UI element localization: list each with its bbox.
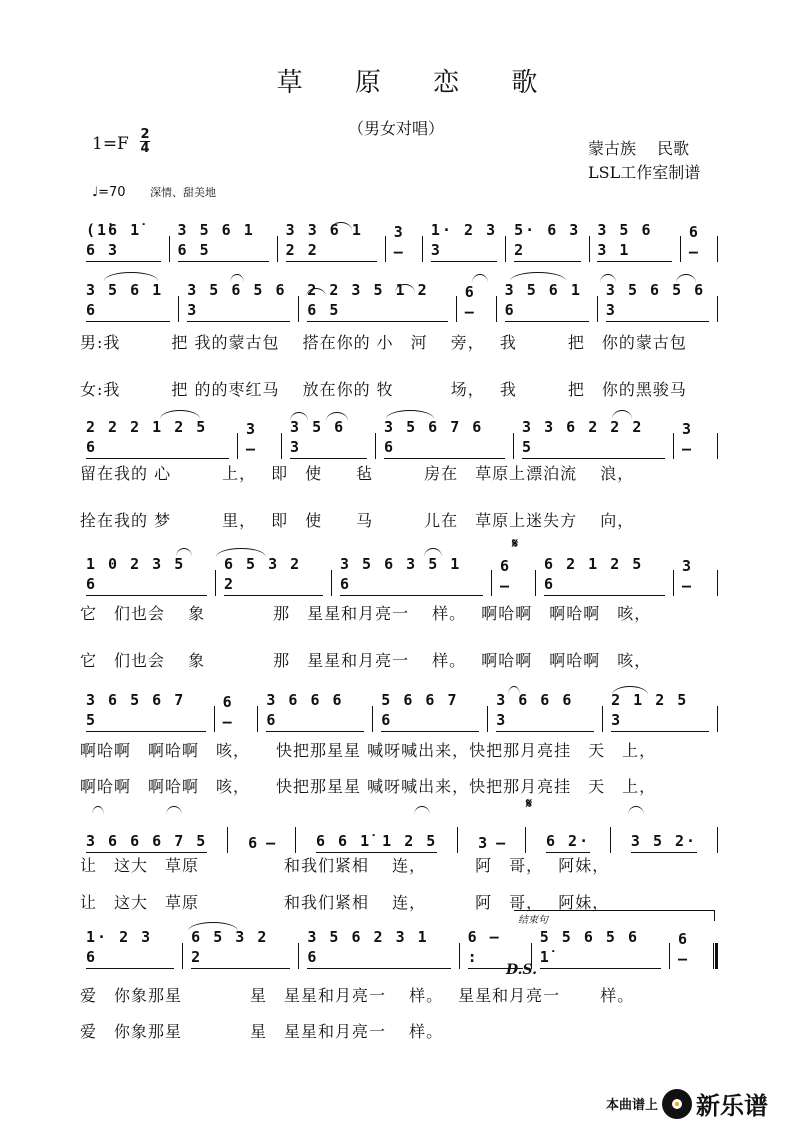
- barline: [331, 570, 332, 596]
- barline: [298, 943, 299, 969]
- page-title: 草 原 恋 歌: [276, 68, 560, 98]
- measure: [80, 280, 176, 322]
- measure: [459, 282, 494, 322]
- barline: [491, 570, 492, 596]
- measure: [600, 280, 715, 322]
- footer-text: 本曲谱上: [606, 1098, 659, 1113]
- brand-name: 新乐谱: [696, 1092, 768, 1120]
- lyric-line: 爱 你象那星 星 星星和月亮一 样。 星星和月亮一 样。: [80, 986, 635, 1005]
- meter-top: 2: [140, 127, 150, 142]
- barline: [597, 296, 598, 322]
- segno-mark-2: 𝄋: [526, 796, 533, 812]
- staff-row: [80, 222, 720, 262]
- time-signature: [140, 128, 150, 155]
- notes: 6 5 3 2 2: [224, 554, 323, 596]
- measure: [80, 690, 212, 732]
- credit-origin: 蒙古族 民歌: [588, 139, 690, 158]
- measure: [310, 831, 443, 853]
- slur: [510, 272, 566, 281]
- notes: 6 –: [688, 223, 698, 261]
- barline: [673, 570, 674, 596]
- notes: 6 –: [677, 930, 687, 968]
- measure: [80, 927, 180, 969]
- lyric-line: 女:我 把 的的枣红马 放在你的 牧 场， 我 把 你的黑骏马: [80, 380, 687, 399]
- measure: [472, 833, 511, 853]
- notes: 1· 2 3 6: [86, 927, 174, 969]
- barline: [717, 296, 718, 322]
- barline: [372, 706, 373, 732]
- barline: [525, 827, 526, 853]
- barline: [535, 570, 536, 596]
- barline: [182, 943, 183, 969]
- slur: [676, 274, 696, 283]
- notes: 3 6 6 6 7 5: [86, 831, 207, 853]
- barline: [295, 827, 296, 853]
- notes: 3 –: [246, 420, 256, 458]
- slur: [600, 274, 616, 283]
- barline: [713, 943, 718, 969]
- barline: [215, 570, 216, 596]
- barline: [717, 433, 718, 459]
- lyric-line: 它 们也会 象 那 星星和月亮一 样。 啊哈啊 啊哈啊 咳，: [80, 604, 652, 623]
- measure: [540, 831, 596, 853]
- staff-row: [80, 929, 720, 969]
- measure: [80, 554, 213, 596]
- slur: [386, 410, 434, 419]
- measure: [217, 692, 256, 732]
- barline: [422, 236, 423, 262]
- measure: [676, 556, 715, 596]
- notes: 3 6 5 6 7 5: [86, 690, 206, 732]
- lyric-line: 让 这大 草原 和我们紧相 连， 阿 哥， 阿妹，: [80, 893, 610, 912]
- brand-logo[interactable]: [662, 1086, 768, 1121]
- notes: 2 2 3 5 1 2 6 5: [307, 280, 448, 322]
- measure: [218, 554, 329, 596]
- notes: 3 5 6 1 6: [505, 280, 589, 322]
- barline: [257, 706, 258, 732]
- notes: 3 –: [682, 557, 692, 595]
- notes: (1̇6 1̇ 6 3: [86, 220, 161, 262]
- dal-segno: D.S.: [506, 962, 538, 978]
- barline: [669, 943, 670, 969]
- measure: [185, 927, 296, 969]
- slur: [424, 548, 442, 557]
- slur: [230, 274, 244, 283]
- measure: [499, 280, 595, 322]
- key-signature: 1=F: [92, 134, 129, 154]
- notes: 3 5 6 3: [290, 417, 367, 459]
- notes: 6 –: [500, 557, 510, 595]
- measure: [388, 222, 420, 262]
- measure: [425, 220, 503, 262]
- staff-row: [80, 813, 720, 853]
- ending-bracket: [514, 910, 715, 926]
- lyric-line: 男:我 把 我的蒙古包 搭在你的 小 河 旁， 我 把 你的蒙古包: [80, 333, 687, 352]
- meter-bottom: 4: [140, 141, 150, 156]
- notes: 3 –: [682, 420, 692, 458]
- slur: [414, 806, 430, 815]
- notes: 3 3 6 2 2 2 5: [522, 417, 665, 459]
- lyric-line: 爱 你象那星 星 星星和月亮一 样。: [80, 1022, 444, 1041]
- barline: [459, 943, 460, 969]
- slur: [628, 806, 644, 815]
- slur: [104, 272, 158, 281]
- tempo-mark: ♩=70: [92, 185, 126, 200]
- slur: [160, 410, 200, 419]
- notes: 6 6 1̇ 1 2 5: [316, 831, 437, 853]
- segno-mark-1: 𝄋: [512, 536, 519, 552]
- measure: [334, 554, 489, 596]
- staff-row: [80, 419, 720, 459]
- ending-label: 结束句: [518, 915, 548, 926]
- slur: [612, 686, 648, 695]
- measure: [301, 280, 454, 322]
- notes: 6 – :: [468, 927, 523, 969]
- measure: [494, 556, 533, 596]
- barline: [178, 296, 179, 322]
- barline: [487, 706, 488, 732]
- measure: [260, 690, 370, 732]
- lyric-line: 啊哈啊 啊哈啊 咳， 快把那星星 喊呀喊出来，快把那月亮挂 天 上，: [80, 741, 657, 760]
- measure: [605, 690, 715, 732]
- notes: 3 5 6 5 6 3: [606, 280, 709, 322]
- barline: [214, 706, 215, 732]
- lyric-line: 让 这大 草原 和我们紧相 连， 阿 哥， 阿妹，: [80, 856, 610, 875]
- barline: [496, 296, 497, 322]
- notes: 1· 2 3 3: [431, 220, 497, 262]
- notes: 6 5 3 2 2: [191, 927, 290, 969]
- lyric-line: 它 们也会 象 那 星星和月亮一 样。 啊哈啊 啊哈啊 咳，: [80, 651, 652, 670]
- measure: [172, 220, 275, 262]
- notes: 3 6 6 6 3: [496, 690, 594, 732]
- barline: [505, 236, 506, 262]
- notes: 6 –: [464, 283, 474, 321]
- measure: [375, 690, 485, 732]
- measure: [242, 833, 281, 853]
- slur: [166, 806, 182, 815]
- slur: [188, 922, 238, 931]
- barline: [717, 236, 718, 262]
- notes: 3 5 6 1 6: [86, 280, 170, 322]
- notes: 3 5 6 1 6 5: [178, 220, 269, 262]
- lyric-line: 啊哈啊 啊哈啊 咳， 快把那星星 喊呀喊出来，快把那月亮挂 天 上，: [80, 777, 657, 796]
- barline: [298, 296, 299, 322]
- notes: 3 5 6 5 6 3: [187, 280, 290, 322]
- slur: [290, 412, 308, 421]
- credits: [588, 137, 700, 185]
- tempo-expression: 深情、甜美地: [150, 186, 217, 199]
- barline: [602, 706, 603, 732]
- slur: [176, 548, 192, 557]
- staff-row: [80, 692, 720, 732]
- barline: [717, 570, 718, 596]
- credit-engraver: LSL工作室制谱: [588, 163, 701, 182]
- notes: 3 5 6 7 6 6: [384, 417, 505, 459]
- notes: 1 0 2 3 5 6: [86, 554, 207, 596]
- notes: 3 5 2·: [631, 831, 697, 853]
- measure: [683, 222, 715, 262]
- measure: [80, 417, 235, 459]
- barline: [717, 827, 718, 853]
- measure: [378, 417, 511, 459]
- notes: 3 6 6 6 6: [266, 690, 364, 732]
- barline: [717, 706, 718, 732]
- measure: [591, 220, 678, 262]
- slur: [612, 410, 632, 419]
- measure: [240, 419, 279, 459]
- measure: [538, 554, 671, 596]
- barline: [589, 236, 590, 262]
- measure: [672, 929, 711, 969]
- barline: [673, 433, 674, 459]
- notes: 6 –: [222, 693, 232, 731]
- measure: [301, 927, 456, 969]
- subtitle: （男女对唱）: [347, 119, 444, 138]
- barline: [457, 827, 458, 853]
- barline: [237, 433, 238, 459]
- record-icon: [662, 1089, 692, 1119]
- notes: 6 2 1 2 5 6: [544, 554, 665, 596]
- notes: 2 2 2 1 2 5 6: [86, 417, 229, 459]
- notes: 5· 6 3 2: [514, 220, 580, 262]
- barline: [281, 433, 282, 459]
- slur: [216, 548, 266, 557]
- notes: 5 5 6 5 6 1̇: [540, 927, 661, 969]
- barline: [277, 236, 278, 262]
- lyric-line: 拴在我的 梦 里， 即 使 马 儿在 草原上迷失方 向，: [80, 511, 635, 530]
- slur: [326, 412, 348, 421]
- slur: [508, 686, 520, 695]
- notes: 3 3 6 1 2 2: [286, 220, 377, 262]
- notes: 3 5 6 3 5 1 6: [340, 554, 483, 596]
- notes: 5 6 6 7 6: [381, 690, 479, 732]
- measure: [534, 927, 667, 969]
- barline: [610, 827, 611, 853]
- barline: [227, 827, 228, 853]
- measure: [490, 690, 600, 732]
- measure: [80, 831, 213, 853]
- notes: 3 –: [478, 834, 506, 852]
- tempo-marking: [92, 184, 216, 200]
- notes: 6 2·: [546, 831, 590, 853]
- notes: 2 1 2 5 3: [611, 690, 709, 732]
- barline: [385, 236, 386, 262]
- barline: [375, 433, 376, 459]
- slur: [472, 274, 488, 283]
- barline: [456, 296, 457, 322]
- measure: [676, 419, 715, 459]
- staff-row: [80, 556, 720, 596]
- measure: [508, 220, 586, 262]
- notes: 6 –: [248, 834, 276, 852]
- measure: [284, 417, 373, 459]
- slur: [92, 806, 104, 815]
- notes: 3 5 6 2 3 1 6: [307, 927, 450, 969]
- barline: [680, 236, 681, 262]
- notes: 3 5 6 3 1: [597, 220, 672, 262]
- barline: [169, 236, 170, 262]
- barline: [513, 433, 514, 459]
- lyric-line: 留在我的 心 上， 即 使 毡 房在 草原上漂泊流 浪，: [80, 464, 635, 483]
- measure: [625, 831, 703, 853]
- measure: [516, 417, 671, 459]
- measure: [80, 220, 167, 262]
- measure: [181, 280, 296, 322]
- notes: 3 –: [393, 223, 403, 261]
